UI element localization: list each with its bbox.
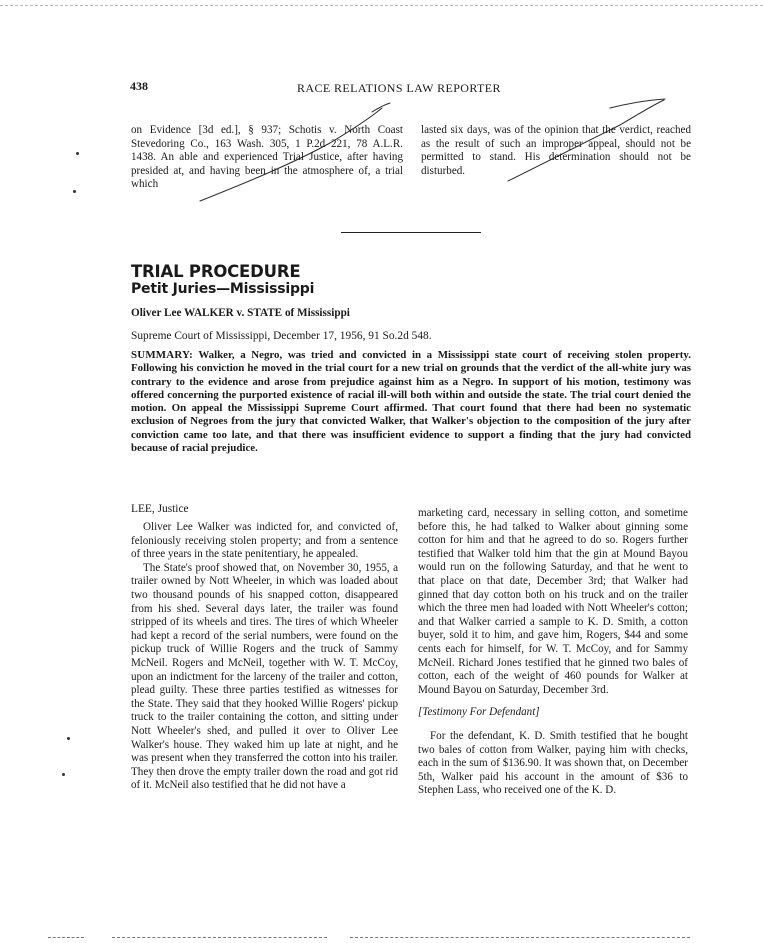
opinion-paragraph: The State's proof showed that, on November 30, 1955, a trailer owned by Nott Wheeler, in which was loaded about two thousand pounds of his snapped cotton, disappeared from his shed. Several days later, the trailer was found stripped of its wheels and tires. The tires of which Wheeler had kept a record of the serial numbers, were found on the pickup truck of Willie Rogers and the truck of Sammy McNeil. Rogers and McNeil, together with W. T. McCoy, upon an indictment for the larceny of the trailer and cotton, plead guilty. These three parties testified as witnesses for the State. They said that they hooked Willie Rogers' pickup truck to the trailer containing the cotton, and sitting under Nott Wheeler's shed, and pulled it over to Oliver Lee Walker's house. They waked him up late at night, and he was present when they transferred the cotton into his trailer. They then drove the empty trailer down the road and got rid of it. McNeil also testified that he did not have a [131, 561, 398, 792]
opinion-right-column [418, 507, 688, 798]
scan-speck [73, 190, 76, 193]
page-number: 438 [130, 79, 148, 93]
continuation-left-text: on Evidence [3d ed.], § 937; Schotis v. North Coast Stevedoring Co., 163 Wash. 305, 1 P.2d 221, 78 A.L.R. 1438. An able and experienced Trial Justice, after having presided at, and having been in the atmosphere of, a trial which [131, 124, 403, 191]
section-title: TRIAL PROCEDURE [131, 262, 301, 281]
continuation-right-text: lasted six days, was of the opinion that the verdict, reached as the result of such an improper appeal, should not be permitted to stand. His determination should not be disturbed. [421, 124, 691, 177]
scan-speck [67, 737, 70, 740]
opinion-paragraph: marketing card, necessary in selling cotton, and sometime before this, he had talked to Walker about ginning some cotton for him and that he agreed to do so. Rogers further testified that Walker told him that the gin at Mound Bayou would run on the following Saturday, and that he went to that place on that date, December 3rd; that Walker had ginned that day cotton both on his truck and on the trailer which the three men had loaded with Nott Wheeler's cotton; and that Walker carried a sample to K. D. Smith, a cotton buyer, sold it to him, and gave him, Rogers, $44 and some cents each for himself, for W. T. McCoy, and for Sammy McNeil. Richard Jones testified that he ginned two bales of cotton, each of the weight of 460 pounds for Walker at Mound Bayou on Saturday, December 3rd. [418, 507, 688, 696]
summary-text: Walker, a Negro, was tried and convicted in a Mississippi state court of receiving stolen property. Following his conviction he moved in the trial court for a new trial on grounds that the verdict of the all-white jury was contrary to the evidence and arose from prejudice against him as a Negro. In support of his motion, testimony was offered concerning the purported existence of racial ill-will both within and outside the state. The trial court denied the motion. On appeal the Mississippi Supreme Court affirmed. That court found that there had been no systematic exclusion of Negroes from the jury that convicted Walker, that Walker's objection to the composition of the jury after conviction came too late, and that there was insufficient evidence to support a finding that the jury had convicted because of racial prejudice. [131, 349, 691, 455]
running-title: RACE RELATIONS LAW REPORTER [297, 81, 501, 95]
ink-stroke [610, 99, 665, 108]
bottom-edge-rule [112, 937, 327, 938]
ink-stroke [372, 103, 390, 112]
bottom-edge-rule [350, 937, 690, 938]
scan-speck [76, 152, 79, 155]
section-divider [341, 232, 481, 233]
continuation-right-column [421, 124, 691, 178]
opinion-author: LEE, Justice [131, 503, 189, 515]
opinion-paragraph: Oliver Lee Walker was indicted for, and convicted of, feloniously receiving stolen property; and from a sentence of three years in the state penitentiary, he appealed. [131, 521, 398, 561]
bottom-edge-rule [48, 937, 84, 938]
opinion-paragraph: For the defendant, K. D. Smith testified that he bought two bales of cotton from Walker, paying him with checks, each in the sum of $136.90. It was shown that, on December 5th, Walker paid his account in the amount of $36 to Stephen Lass, who received one of the K. D. [418, 729, 688, 797]
testimony-subheading: [Testimony For Defendant] [418, 706, 540, 719]
summary-label: SUMMARY: [131, 349, 193, 361]
court-citation: Supreme Court of Mississippi, December 17, 1956, 91 So.2d 548. [131, 330, 432, 342]
opinion-left-column [131, 521, 398, 793]
scan-speck [62, 773, 65, 776]
top-edge-rule [0, 5, 763, 6]
continuation-left-column [131, 124, 403, 192]
section-subtitle: Petit Juries—Mississippi [131, 281, 315, 297]
case-summary [131, 349, 691, 455]
case-title: Oliver Lee WALKER v. STATE of Mississippi [131, 307, 350, 319]
